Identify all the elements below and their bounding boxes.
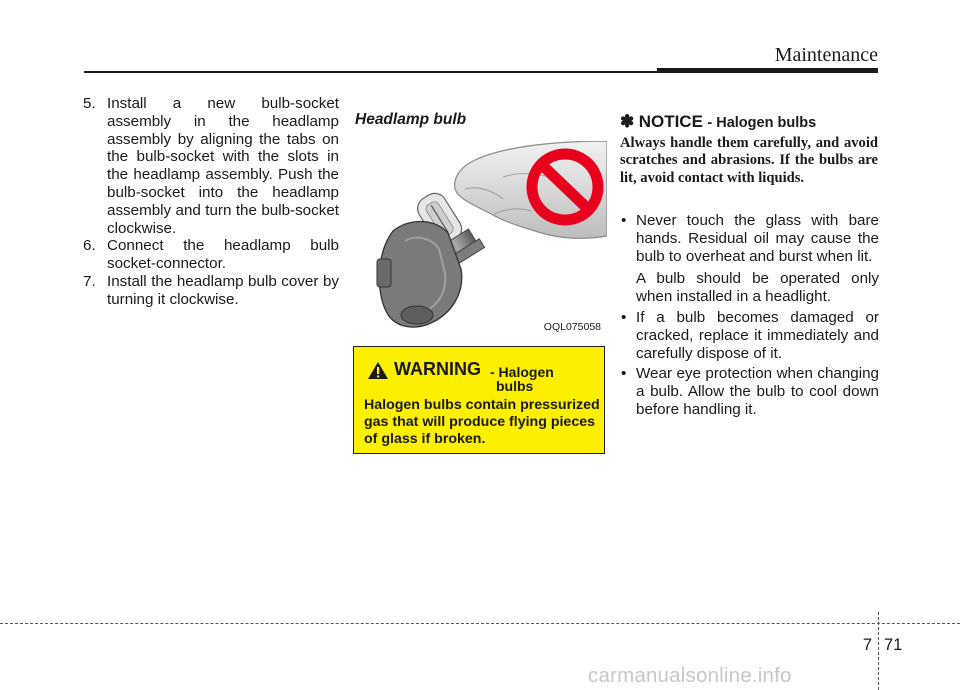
bullet-text: Never touch the glass with bare hands. Residual oil may cause the bulb to overheat and burst when lit.	[636, 212, 879, 265]
header-title: Maintenance	[774, 44, 878, 66]
figure-title: Headlamp bulb	[355, 111, 467, 128]
notice-asterisk-icon: ✽	[620, 112, 635, 131]
list-item	[621, 309, 879, 362]
notice-subtitle: - Halogen bulbs	[707, 115, 817, 131]
step-text: Install a new bulb-socket assembly in the headlamp assembly by aligning the tabs on the bulb-socket with the slots in the headlamp assembly. Push the bulb-socket into the headlamp assembly and turn the bulb-socket clockwise.	[107, 95, 339, 237]
hand-holding-bulb-illustration	[353, 141, 607, 337]
bullet-icon: •	[621, 308, 627, 326]
bullet-icon: •	[621, 365, 627, 383]
step-5	[83, 95, 339, 237]
figure-code: OQL075058	[543, 321, 601, 333]
warning-box	[353, 346, 605, 454]
step-text: Install the headlamp bulb cover by turning it clockwise.	[107, 272, 339, 308]
watermark-link[interactable]: carmanualsonline.info	[588, 664, 792, 687]
notice-heading	[620, 112, 816, 132]
warning-title: WARNING	[394, 359, 481, 379]
bullet-text: If a bulb becomes damaged or cracked, replace it immediately and carefully dispose of it.	[636, 308, 879, 362]
bullet-text: Wear eye protection when changing a bulb. Allow the bulb to cool down before handling it.	[636, 365, 879, 418]
bullet-extra: A bulb should be operated only when installed in a headlight.	[636, 270, 879, 306]
warning-triangle-icon	[367, 361, 389, 380]
header-rule-thick	[657, 68, 878, 73]
notice-intro: Always handle them carefully, and avoid scratches and abrasions. If the bulbs are lit, avoid contact with liquids.	[620, 135, 878, 186]
step-number: 6.	[83, 237, 96, 255]
page-number: 71	[884, 636, 903, 654]
bullet-icon: •	[621, 212, 627, 229]
chapter-number: 7	[862, 636, 872, 654]
warning-subtitle-line2: bulbs	[496, 378, 534, 394]
step-number: 7.	[83, 272, 96, 290]
instruction-steps	[83, 95, 339, 309]
footer-rule	[0, 623, 960, 624]
notice-title: NOTICE	[638, 112, 703, 131]
headlamp-bulb-figure	[353, 141, 607, 337]
header-rule-thin	[84, 71, 657, 73]
warning-text: Halogen bulbs contain pressurized gas that will produce flying pieces of glass if broken.	[364, 397, 600, 447]
step-text: Connect the headlamp bulb socket-connector.	[107, 237, 339, 273]
step-number: 5.	[83, 95, 96, 112]
list-item	[621, 365, 879, 418]
step-7	[83, 273, 339, 309]
footer-divider	[878, 612, 879, 690]
list-item	[621, 212, 879, 265]
notice-bullet-list	[621, 212, 879, 419]
step-6	[83, 237, 339, 273]
warning-subtitle-line1: - Halogen	[490, 364, 554, 380]
